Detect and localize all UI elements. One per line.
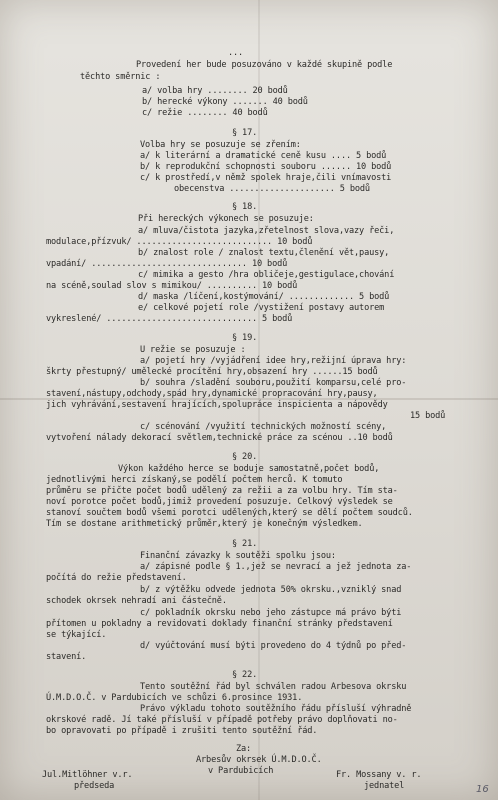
section-heading: § 19. — [232, 333, 258, 343]
section-heading: § 22. — [232, 670, 258, 680]
organization-location: v Pardubicích — [208, 766, 274, 776]
text-line: c/ scénování /využití technických možností scény, — [140, 422, 387, 432]
text-line: b/ herecké výkony ....... 40 bodů — [142, 97, 308, 107]
text-line: d/ maska /líčení,kostýmování/ ............. 5 bodů — [138, 292, 390, 302]
text-line: c/ pokladník okrsku nebo jeho zástupce má právo býti — [140, 608, 402, 618]
text-line: U režie se posuzuje : — [140, 345, 246, 355]
text-line: se týkající. — [46, 630, 107, 640]
text-line: a/ zápisné podle § 1.,jež se nevrací a jež jednota za- — [140, 562, 412, 572]
organization-name: Arbesův okrsek Ú.M.D.O.Č. — [196, 755, 322, 765]
text-line: c/ mimika a gesto /hra obličeje,gestigulace,chování — [138, 270, 395, 280]
text-line: modulace,přízvuk/ ........................... 10 bodů — [46, 237, 313, 247]
signatory-title: jednatel — [364, 781, 405, 791]
signatory-title: předseda — [74, 781, 115, 791]
text-line: b/ k reprodukční schopnosti souboru ...... 10 bodů — [140, 162, 392, 172]
page-number: 16 — [476, 784, 489, 795]
text-line: počítá do režie představení. — [46, 573, 187, 583]
text-line: Provedení her bude posuzováno v každé skupině podle — [136, 60, 393, 70]
text-line: c/ režie ........ 40 bodů — [142, 108, 268, 118]
text-line: jednotlivými herci získaný,se podělí počtem herců. K tomuto — [46, 475, 343, 485]
text-line: b/ souhra /sladění souboru,použití komparsu,celé pro- — [140, 378, 407, 388]
text-line: Tím se dostane arithmetický průměr,který je konečným výsledkem. — [46, 519, 363, 529]
text-line: stavení,nástupy,odchody,spád hry,dynamické propracování hry,pausy, — [46, 389, 378, 399]
signatory-name: Jul.Mitlöhner v.r. — [42, 770, 133, 780]
text-line: obecenstva ..................... 5 bodů — [174, 184, 370, 194]
text-line: bo opravovati po případě i zrušiti tento soutěžní řád. — [46, 726, 318, 736]
text-line: schodek okrsek nehradí ani částečně. — [46, 596, 227, 606]
text-line: Při hereckých výkonech se posuzuje: — [138, 214, 314, 224]
section-heading: § 21. — [232, 539, 258, 549]
text-line: okrskové radě. Jí také přísluší v případě potřeby právo doplňovati no- — [46, 715, 398, 725]
text-line: e/ celkové pojetí role /vystižení postavy autorem — [138, 303, 385, 313]
text-line: b/ znalost role / znalost textu,členění vět,pausy, — [138, 248, 390, 258]
text-line: b/ z výtěžku odvede jednota 50% okrsku.,vzniklý snad — [140, 585, 402, 595]
text-line: a/ volba hry ........ 20 bodů — [142, 86, 288, 96]
text-line: vytvoření nálady dekorací světlem,technické práce za scénou ..10 bodů — [46, 433, 393, 443]
text-line: Tento soutěžní řád byl schválen radou Arbesova okrsku — [140, 682, 407, 692]
text-line: přítomen u pokladny a revidovati doklady finanční stránky představení — [46, 619, 393, 629]
text-line: 15 bodů — [410, 411, 446, 421]
text-line: vykreslené/ .............................. 5 bodů — [46, 314, 293, 324]
text-line: noví porotce počet bodů,jimiž provedení posuzuje. Celkový výsledek se — [46, 497, 393, 507]
section-heading: § 20. — [232, 452, 258, 462]
text-line: průměru se přičte počet bodů udělený za režii a za volbu hry. Tím sta- — [46, 486, 398, 496]
text-line: těchto směrnic : — [80, 72, 161, 82]
text-line: Ú.M.D.O.Č. v Pardubicích ve schůzi 6.prosince 1931. — [46, 693, 303, 703]
text-line: a/ k literární a dramatické ceně kusu .... 5 bodů — [140, 151, 387, 161]
text-line: a/ pojetí hry /vyjádření idee hry,režijní úprava hry: — [140, 356, 407, 366]
text-line: Finanční závazky k soutěži spolku jsou: — [140, 551, 336, 561]
section-heading: § 17. — [232, 128, 258, 138]
signatory-name: Fr. Mossany v. r. — [336, 770, 422, 780]
text-line: c/ k prostředí,v němž spolek hraje,čili vnímavosti — [140, 173, 392, 183]
text-line: stanoví součtem bodů všemi porotci udělených,který se dělí počtem soudců. — [46, 508, 413, 518]
text-line: Výkon každého herce se boduje samostatně,počet bodů, — [118, 464, 380, 474]
text-line: jich vyhrávání,sestavení hrajících,spolupráce inspicienta a nápovědy — [46, 400, 388, 410]
text-line: stavení. — [46, 652, 87, 662]
text-line: Právo výkladu tohoto soutěžního řádu přísluší výhradně — [140, 704, 412, 714]
signature-intro: Za: — [236, 744, 252, 754]
text-line: a/ mluva/čistota jazyka,zřetelnost slova,vazy řeči, — [138, 226, 395, 236]
text-line: vpadání/ ............................... 10 bodů — [46, 259, 288, 269]
text-line: na scéně,soulad slov s mimikou/ .......... 10 bodů — [46, 281, 298, 291]
text-line: Volba hry se posuzuje se zřením: — [140, 140, 301, 150]
text-line: ... — [228, 48, 244, 58]
text-line: škrty přestupný/ umělecké procítění hry,obsazení hry ......15 bodů — [46, 367, 378, 377]
text-line: d/ vyúčtování musí býti provedeno do 4 týdnů po před- — [140, 641, 407, 651]
section-heading: § 18. — [232, 202, 258, 212]
